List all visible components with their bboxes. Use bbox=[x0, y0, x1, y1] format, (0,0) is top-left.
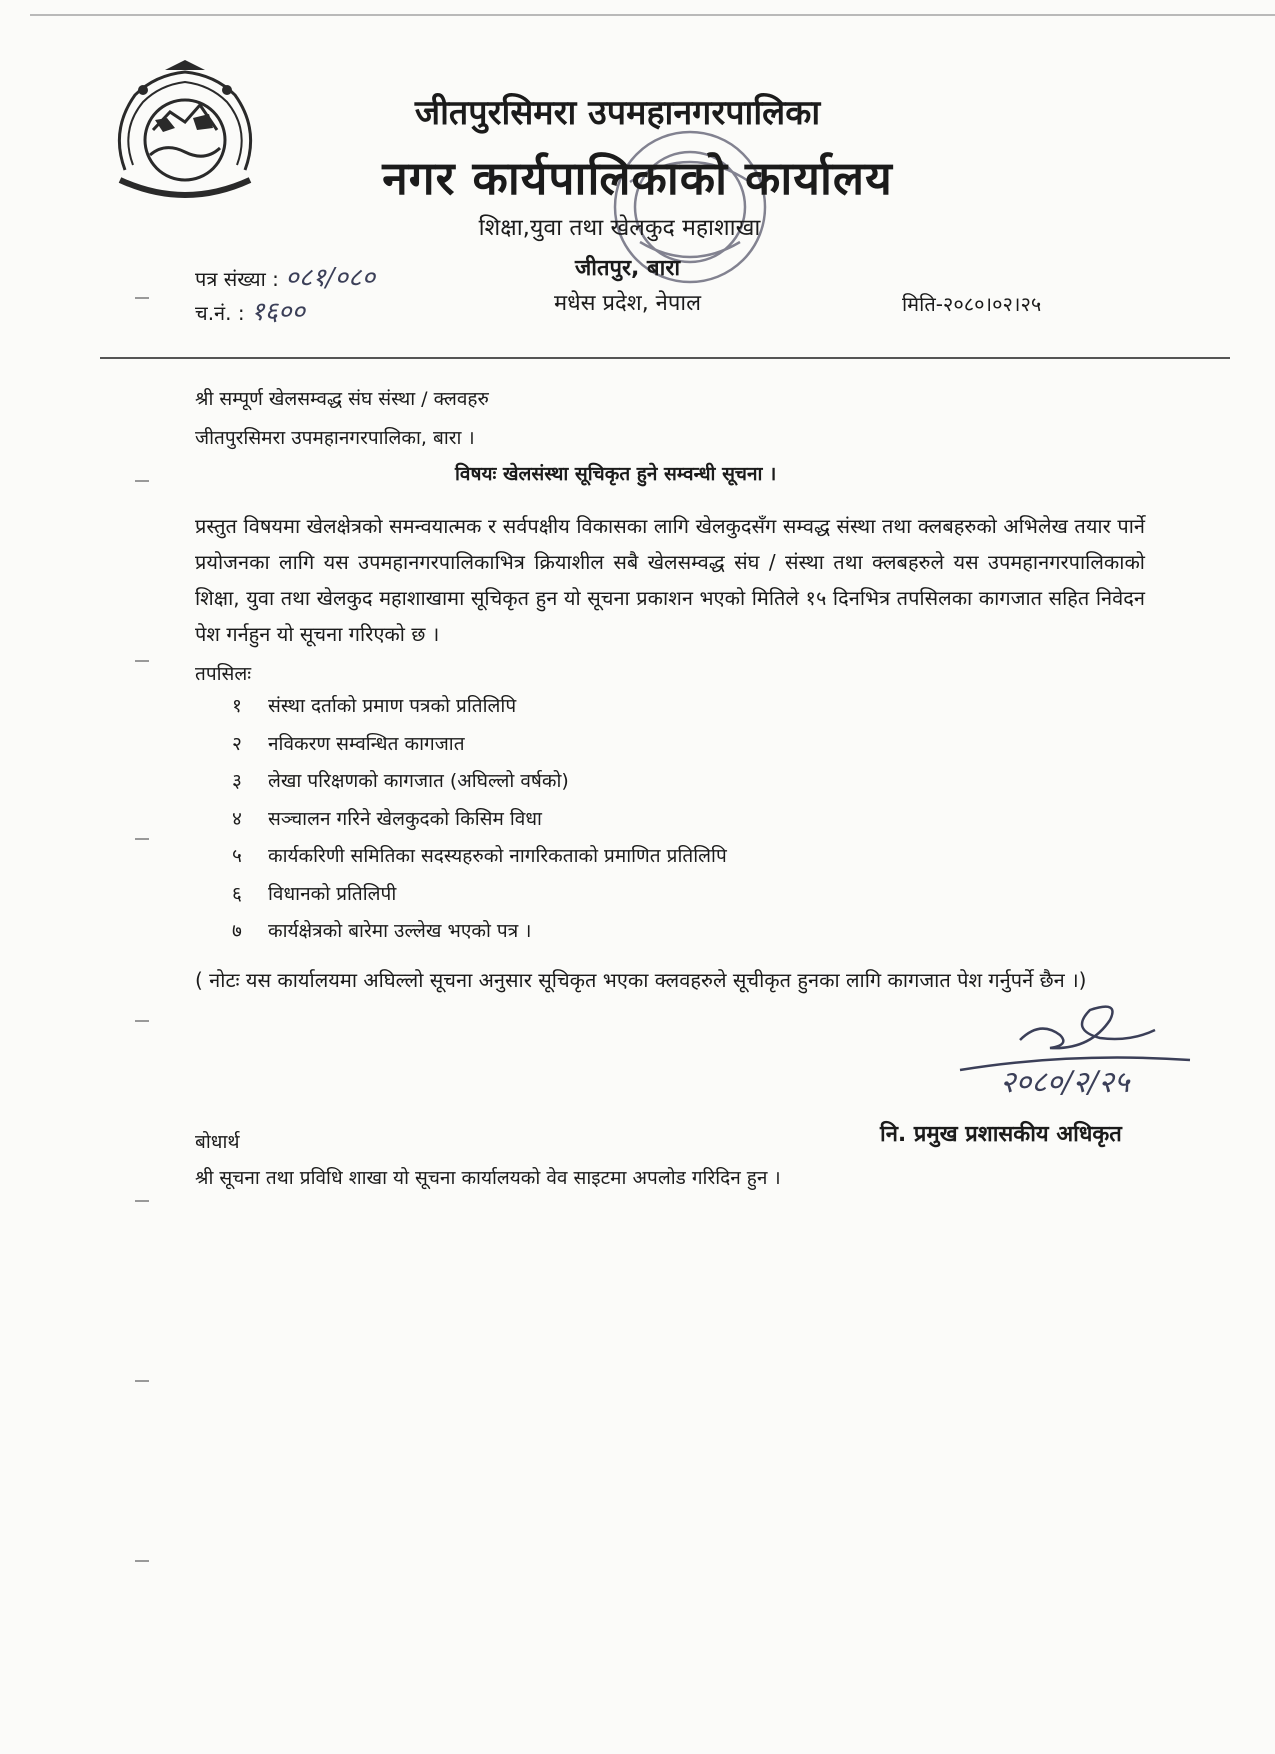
list-title: तपसिलः bbox=[195, 663, 252, 685]
list-item: ४ सञ्चालन गरिने खेलकुदको किसिम विधा bbox=[232, 807, 542, 830]
letter-number-value: ०८१/०८० bbox=[285, 263, 376, 293]
header-divider bbox=[100, 357, 1230, 359]
city-name: जीतपुर, बारा bbox=[574, 256, 681, 281]
subject-line: विषयः खेलसंस्था सूचिकृत हुने सम्वन्धी सूचना । bbox=[455, 463, 777, 485]
handwritten-date: २०८०/२/२५ bbox=[1000, 1065, 1130, 1100]
scan-tick bbox=[135, 1020, 149, 1022]
dispatch-number-label: च.नं. : bbox=[195, 301, 245, 325]
section-name: शिक्षा,युवा तथा खेलकुद महाशाखा bbox=[478, 215, 761, 241]
province-name: मधेस प्रदेश, नेपाल bbox=[553, 291, 702, 316]
organization-name: जीतपुरसिमरा उपमहानगरपालिका bbox=[414, 93, 821, 133]
cc-label: बोधार्थ bbox=[195, 1131, 240, 1153]
scan-tick bbox=[135, 480, 149, 482]
scan-tick bbox=[135, 1560, 149, 1562]
list-item: ३ लेखा परिक्षणको कागजात (अघिल्लो वर्षको) bbox=[232, 770, 569, 792]
cc-line: श्री सूचना तथा प्रविधि शाखा यो सूचना कार्यालयको वेव साइटमा अपलोड गरिदिन हुन । bbox=[195, 1167, 781, 1189]
signatory-title: नि. प्रमुख प्रशासकीय अधिकृत bbox=[880, 1122, 1122, 1147]
letter-number-label: पत्र संख्या : bbox=[195, 267, 279, 291]
recipient-line-2: जीतपुरसिमरा उपमहानगरपालिका, बारा । bbox=[195, 427, 475, 449]
list-item: ६ विधानको प्रतिलिपी bbox=[232, 882, 397, 905]
scan-tick bbox=[135, 1200, 149, 1202]
list-item: १ संस्था दर्ताको प्रमाण पत्रको प्रतिलिपि bbox=[232, 695, 517, 717]
letter-date: मिति-२०८०।०२।२५ bbox=[902, 292, 1042, 316]
dispatch-number-value: १६०० bbox=[250, 297, 306, 327]
body-paragraph: प्रस्तुत विषयमा खेलक्षेत्रको समन्वयात्मक र सर्वपक्षीय विकासका लागि खेलकुदसँग सम्वद्ध संस्था तथा क्लबहरुको अभिलेख तयार पार्ने प्रयोजनका लागि यस उपमहानगरपालिकाभित्र क्रियाशील सबै खेलसम्वद्ध संघ / संस्था तथा क्लबहरुले यस उपमहानगरपालिकाको शिक्षा, युवा तथा खेलकुद महाशाखामा सूचिकृत हुन यो सूचना प्रकाशन भएको मितिले १५ दिनभित्र तपसिलका कागजात सहित निवेदन पेश गर्नहुन यो सूचना गरिएको छ । bbox=[195, 514, 1145, 646]
scan-tick bbox=[135, 660, 149, 662]
list-item: २ नविकरण सम्वन्धित कागजात bbox=[232, 732, 465, 755]
letter-number bbox=[195, 258, 375, 294]
dispatch-number bbox=[195, 292, 305, 328]
scan-tick bbox=[135, 838, 149, 840]
scan-tick bbox=[135, 1380, 149, 1382]
document-list bbox=[232, 692, 727, 955]
office-name: नगर कार्यपालिकाको कार्यालय bbox=[382, 151, 893, 205]
scan-tick bbox=[135, 297, 149, 299]
scan-edge-line bbox=[30, 14, 1275, 16]
recipient-line-1: श्री सम्पूर्ण खेलसम्वद्ध संघ संस्था / क्लवहरु bbox=[195, 388, 489, 410]
list-item: ५ कार्यकरिणी समितिका सदस्यहरुको नागरिकताको प्रमाणित प्रतिलिपि bbox=[232, 845, 727, 867]
list-item: ७ कार्यक्षेत्रको बारेमा उल्लेख भएको पत्र । bbox=[232, 920, 532, 942]
note-paragraph: ( नोटः यस कार्यालयमा अघिल्लो सूचना अनुसार सूचिकृत भएका क्लवहरुले सूचीकृत हुनका लागि कागजात पेश गर्नुपर्ने छैन ।) bbox=[195, 968, 1087, 992]
